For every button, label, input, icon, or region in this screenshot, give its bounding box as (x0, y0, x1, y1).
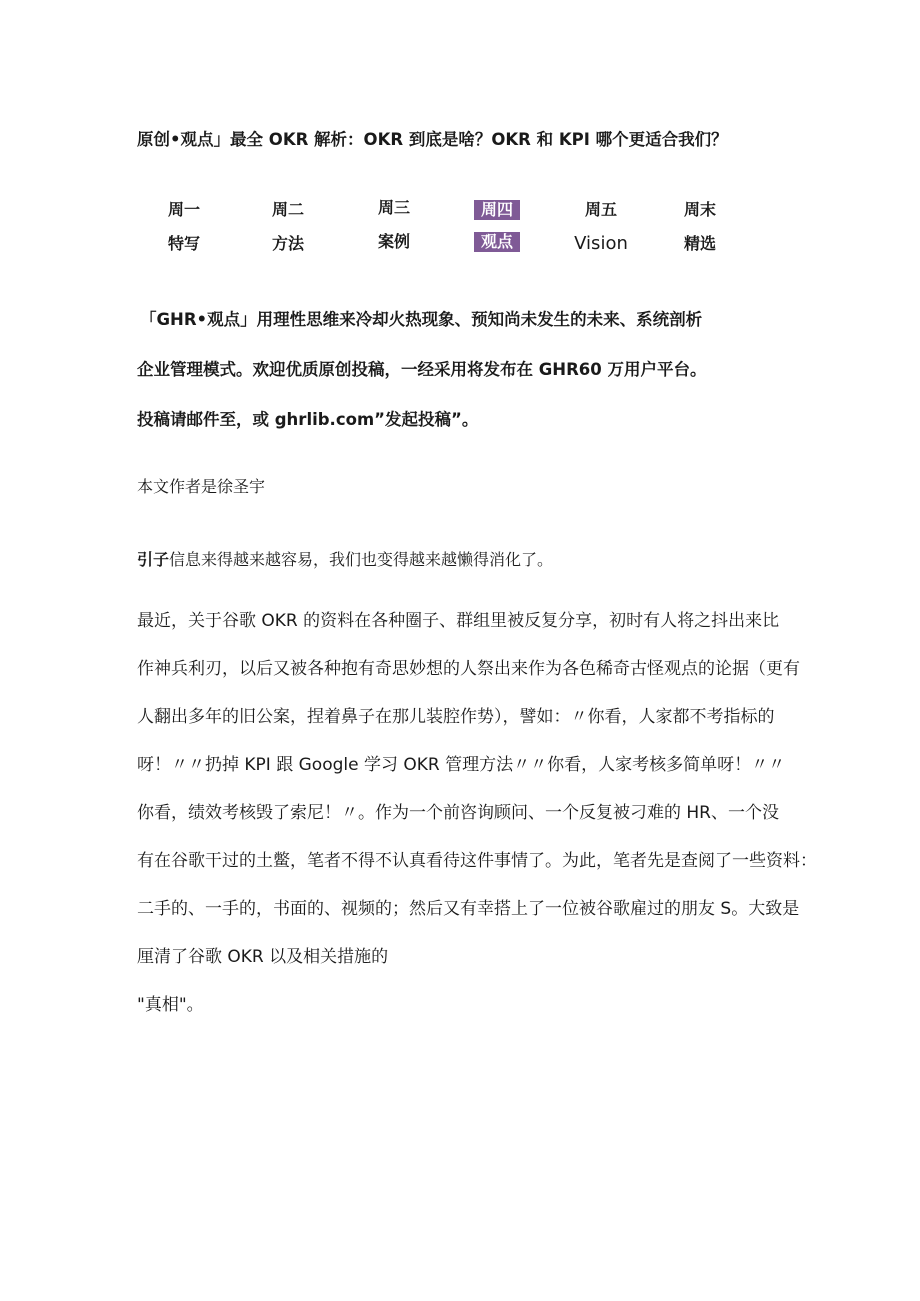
week-nav-day: 周二 (271, 200, 304, 219)
week-nav-day: 周一 (167, 200, 200, 219)
week-nav-day: 周四 (474, 200, 520, 220)
week-nav-tuesday[interactable] (269, 200, 307, 254)
week-nav-thursday[interactable] (474, 200, 520, 252)
week-nav-topic: 观点 (474, 232, 520, 252)
lead-label: 引子 (137, 550, 170, 569)
week-nav-friday[interactable] (570, 200, 632, 254)
article-title: 原创•观点」最全 OKR 解析：OKR 到底是啥？OKR 和 KPI 哪个更适合我们？ (137, 130, 728, 149)
week-nav-weekend[interactable] (681, 200, 719, 254)
body-line: 最近，关于谷歌 OKR 的资料在各种圈子、群组里被反复分享，初时有人将之抖出来比 (137, 611, 780, 631)
week-nav-day: 周末 (683, 200, 716, 219)
intro-line-2: 企业管理模式。欢迎优质原创投稿，一经采用将发布在 GHR60 万用户平台。 (137, 360, 707, 379)
week-nav-topic: 案例 (377, 232, 410, 251)
lead-text: 信息来得越来越容易，我们也变得越来越懒得消化了。 (169, 550, 554, 569)
week-nav-topic: 精选 (683, 234, 716, 253)
body-line: 作神兵利刃，以后又被各种抱有奇思妙想的人祭出来作为各色稀奇古怪观点的论据（更有 (137, 659, 800, 679)
week-nav-topic: Vision (574, 233, 628, 254)
week-nav-wednesday[interactable] (375, 198, 413, 252)
week-nav-monday[interactable] (165, 200, 203, 254)
body-line: 呀！〃〃扔掉 KPI 跟 Google 学习 OKR 管理方法〃〃你看，人家考核多简单呀！〃〃 (137, 755, 786, 775)
week-nav (0, 0, 920, 280)
body-line: "真相"。 (137, 995, 204, 1015)
lead-paragraph (137, 547, 553, 570)
intro-line-1: 「GHR•观点」用理性思维来冷却火热现象、预知尚未发生的未来、系统剖析 (140, 310, 703, 329)
intro-line-3: 投稿请邮件至，或 ghrlib.com”发起投稿”。 (137, 410, 479, 429)
week-nav-topic: 方法 (271, 234, 304, 253)
week-nav-day: 周三 (377, 198, 410, 217)
body-line: 厘清了谷歌 OKR 以及相关措施的 (137, 947, 389, 967)
body-line: 人翻出多年的旧公案，捏着鼻子在那儿装腔作势），譬如：〃你看，人家都不考指标的 (137, 707, 775, 727)
author-line: 本文作者是徐圣宇 (137, 477, 266, 496)
week-nav-day: 周五 (584, 200, 617, 219)
body-line: 你看，绩效考核毁了索尼！〃。作为一个前咨询顾问、一个反复被刁难的 HR、一个没 (137, 803, 779, 823)
body-line: 二手的、一手的，书面的、视频的；然后又有幸搭上了一位被谷歌雇过的朋友 S。大致是 (137, 899, 800, 919)
body-line: 有在谷歌干过的土鳖，笔者不得不认真看待这件事情了。为此，笔者先是查阅了一些资料： (137, 851, 817, 871)
week-nav-topic: 特写 (167, 234, 200, 253)
